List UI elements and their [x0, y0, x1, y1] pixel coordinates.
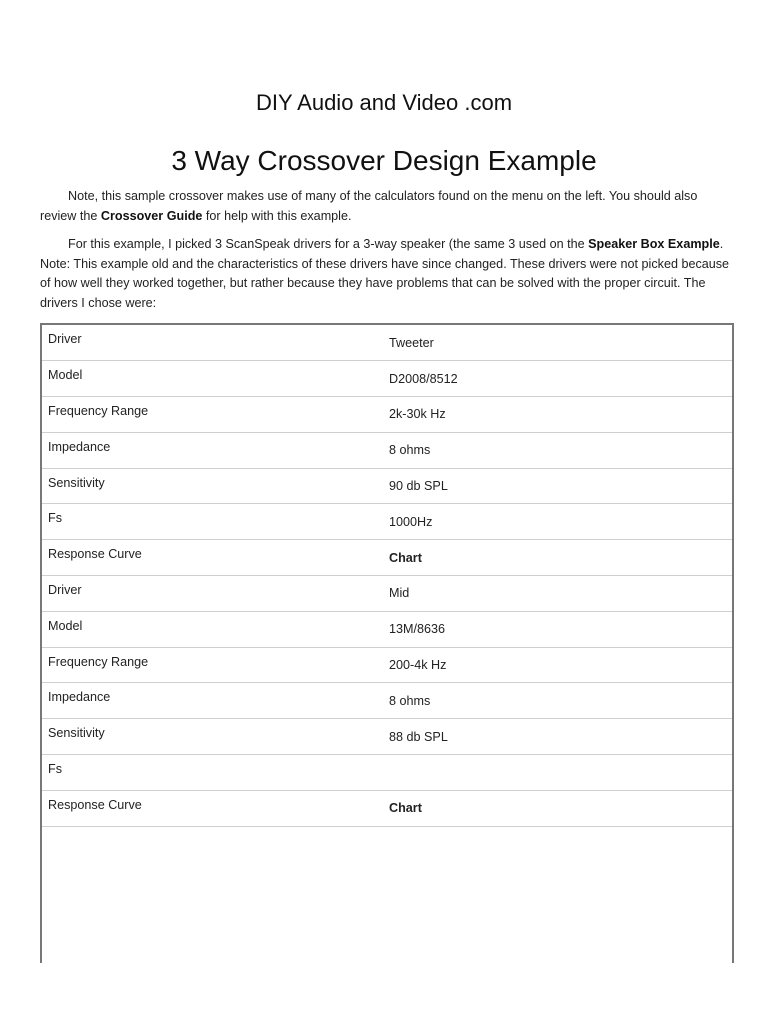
- row-label: Fs: [42, 755, 383, 791]
- row-value: 8 ohms: [383, 432, 732, 468]
- table-row: [42, 504, 732, 540]
- row-label: Frequency Range: [42, 397, 383, 433]
- row-label: Frequency Range: [42, 647, 383, 683]
- row-value: 8 ohms: [383, 683, 732, 719]
- row-value: 200-4k Hz: [383, 647, 732, 683]
- intro-p2-text-after: . Note: This example old and the characteristics of these drivers have since changed. These drivers were not picked because of how well they worked together, but rather because they have problems that can be solved with the proper circuit. The drivers I chose were:: [40, 237, 730, 310]
- table-row: [42, 576, 732, 612]
- table-row: [42, 468, 732, 504]
- row-label: Response Curve: [42, 540, 383, 576]
- drivers-table-frame: [40, 323, 734, 963]
- row-label: Model: [42, 361, 383, 397]
- row-label: Impedance: [42, 683, 383, 719]
- table-row: [42, 790, 732, 826]
- row-value: Mid: [383, 576, 732, 612]
- crossover-guide-link[interactable]: Crossover Guide: [100, 208, 203, 223]
- table-row: [42, 540, 732, 576]
- table-row: [42, 397, 732, 433]
- response-chart-link[interactable]: Chart: [383, 790, 732, 826]
- row-value: D2008/8512: [383, 361, 732, 397]
- table-row: [42, 361, 732, 397]
- intro-p2-text-before: For this example, I picked 3 ScanSpeak drivers for a 3-way speaker (the same 3 used on the: [68, 237, 589, 251]
- table-row: [42, 647, 732, 683]
- intro-p1-text-after: for help with this example.: [202, 208, 352, 223]
- intro-paragraph-2: [40, 235, 736, 313]
- page-title: 3 Way Crossover Design Example: [171, 145, 597, 176]
- row-label: Sensitivity: [42, 468, 383, 504]
- row-label: Driver: [42, 576, 383, 612]
- row-label: Model: [42, 611, 383, 647]
- row-value: 2k-30k Hz: [383, 397, 732, 433]
- table-row: [42, 683, 732, 719]
- row-value: [383, 755, 732, 791]
- row-label: Impedance: [42, 432, 383, 468]
- table-row: [42, 755, 732, 791]
- row-label: Response Curve: [42, 790, 383, 826]
- row-value: 1000Hz: [383, 504, 732, 540]
- intro-paragraph-1: [40, 187, 736, 226]
- speaker-box-example-link[interactable]: Speaker Box Example: [588, 237, 720, 251]
- row-value: 13M/8636: [383, 611, 732, 647]
- site-title: DIY Audio and Video .com: [255, 90, 513, 115]
- row-value: 88 db SPL: [383, 719, 732, 755]
- table-row: [42, 432, 732, 468]
- row-label: Driver: [42, 325, 383, 361]
- response-chart-link[interactable]: Chart: [383, 540, 732, 576]
- drivers-table: [42, 325, 732, 827]
- row-value: Tweeter: [383, 325, 732, 361]
- table-row: [42, 325, 732, 361]
- row-label: Sensitivity: [42, 719, 383, 755]
- intro-p1-text-before: Note, this sample crossover makes use of many of the calculators found on the menu on the left. You should also review the: [40, 189, 698, 223]
- row-value: 90 db SPL: [383, 468, 732, 504]
- row-label: Fs: [42, 504, 383, 540]
- table-row: [42, 719, 732, 755]
- table-row: [42, 611, 732, 647]
